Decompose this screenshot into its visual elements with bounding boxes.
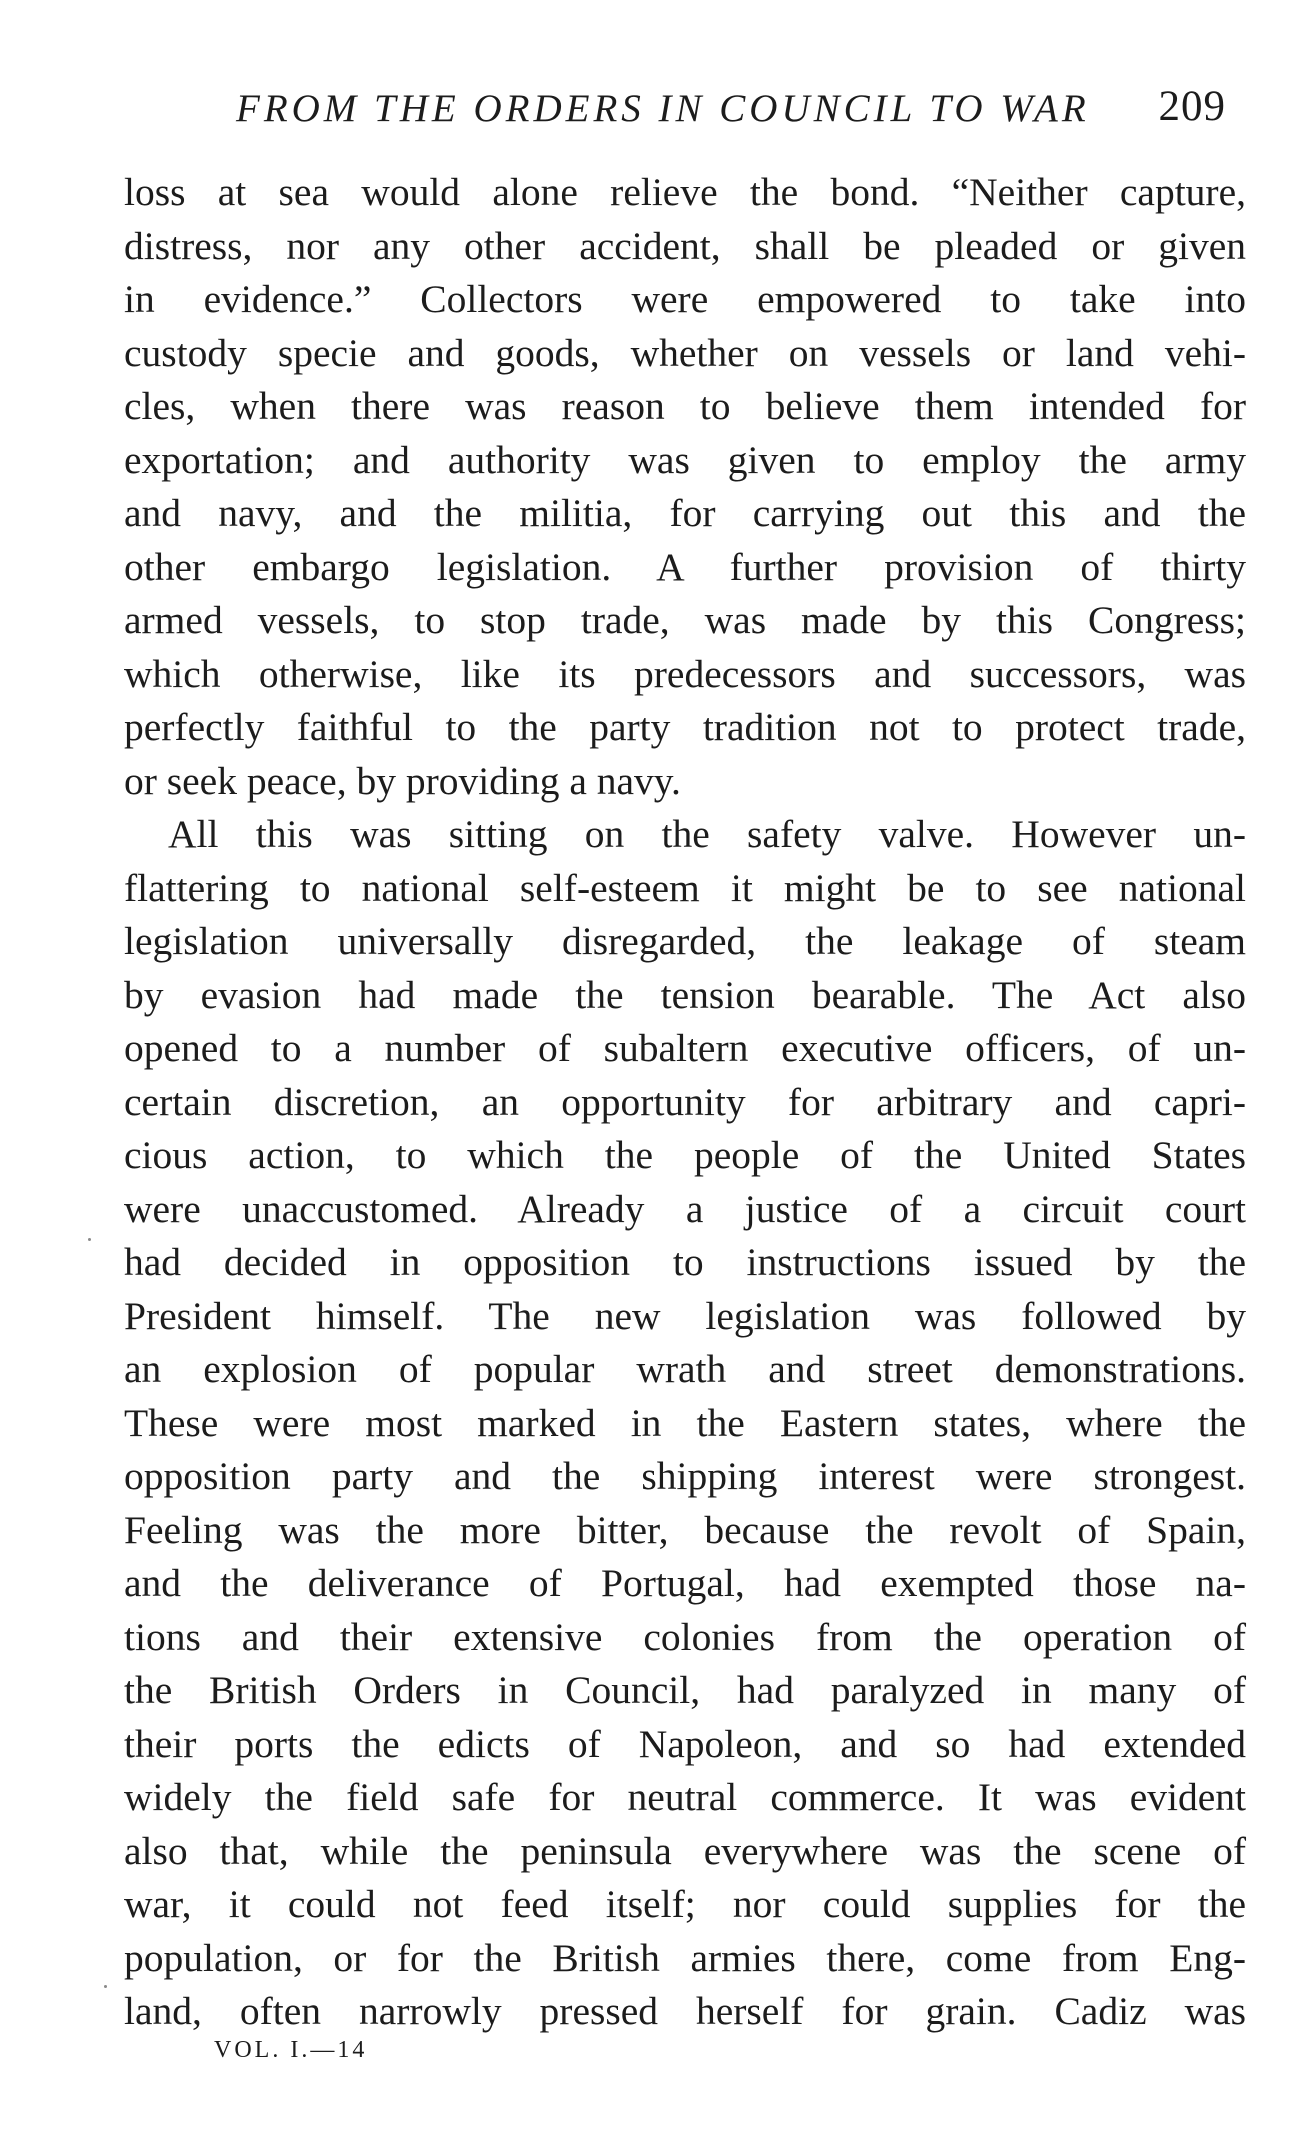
text-line: other embargo legislation. A further provision of thirty — [124, 544, 1246, 589]
text-line: cles, when there was reason to believe them intended for — [124, 384, 1246, 428]
page-number: 209 — [1158, 83, 1226, 130]
paragraph-end-line: or seek peace, by providing a navy. — [124, 758, 681, 803]
text-line: population, or for the British armies there, come from Eng- — [124, 1935, 1246, 1980]
text-line: distress, nor any other accident, shall be pleaded or given — [124, 223, 1246, 268]
text-line: in evidence.” Collectors were empowered to take into — [124, 277, 1246, 321]
running-title: FROM THE ORDERS IN COUNCIL TO WAR — [236, 87, 1090, 130]
text-line: opened to a number of subaltern executive officers, of un- — [124, 1026, 1246, 1070]
text-line: by evasion had made the tension bearable. The Act also — [124, 972, 1246, 1017]
text-line: flattering to national self-esteem it might be to see national — [124, 865, 1246, 910]
text-line: an explosion of popular wrath and street demonstrations. — [124, 1347, 1246, 1391]
text-line: legislation universally disregarded, the leakage of steam — [124, 919, 1246, 963]
running-head — [226, 82, 1226, 142]
text-line: armed vessels, to stop trade, was made by this Congress; — [124, 598, 1246, 642]
text-line: land, often narrowly pressed herself for grain. Cadiz was — [124, 1989, 1246, 2033]
paragraph-start-line: All this was sitting on the safety valve. However un- — [168, 812, 1246, 856]
text-line: opposition party and the shipping interest were strongest. — [124, 1454, 1246, 1498]
text-line: war, it could not feed itself; nor could supplies for the — [124, 1882, 1246, 1926]
text-line: their ports the edicts of Napoleon, and so had extended — [124, 1721, 1246, 1766]
text-line: exportation; and authority was given to employ the army — [124, 437, 1246, 482]
text-line: were unaccustomed. Already a justice of a circuit court — [124, 1186, 1246, 1231]
ink-speck — [104, 1985, 107, 1988]
text-line: the British Orders in Council, had paralyzed in many of — [124, 1668, 1246, 1712]
text-line: and the deliverance of Portugal, had exempted those na- — [124, 1561, 1246, 1605]
text-line: perfectly faithful to the party tradition not to protect trade, — [124, 705, 1246, 749]
ink-speck — [88, 1238, 91, 1241]
text-line: custody specie and goods, whether on vessels or land vehi- — [124, 330, 1246, 375]
text-line: President himself. The new legislation was followed by — [124, 1293, 1246, 1338]
signature-mark: VOL. I.—14 — [214, 2037, 368, 2063]
text-line: and navy, and the militia, for carrying out this and the — [124, 491, 1246, 535]
text-line: widely the field safe for neutral commerce. It was evident — [124, 1775, 1246, 1819]
text-line: had decided in opposition to instructions issued by the — [124, 1240, 1246, 1284]
text-line: loss at sea would alone relieve the bond. “Neither capture, — [124, 170, 1246, 214]
text-line: tions and their extensive colonies from the operation of — [124, 1614, 1246, 1659]
text-line: Feeling was the more bitter, because the revolt of Spain, — [124, 1507, 1246, 1552]
text-line: also that, while the peninsula everywhere was the scene of — [124, 1828, 1246, 1873]
text-line: cious action, to which the people of the United States — [124, 1133, 1246, 1177]
text-line: These were most marked in the Eastern states, where the — [124, 1400, 1246, 1445]
body-text — [124, 166, 1246, 2039]
text-line: which otherwise, like its predecessors and successors, was — [124, 651, 1246, 696]
text-line: certain discretion, an opportunity for arbitrary and capri- — [124, 1079, 1246, 1124]
